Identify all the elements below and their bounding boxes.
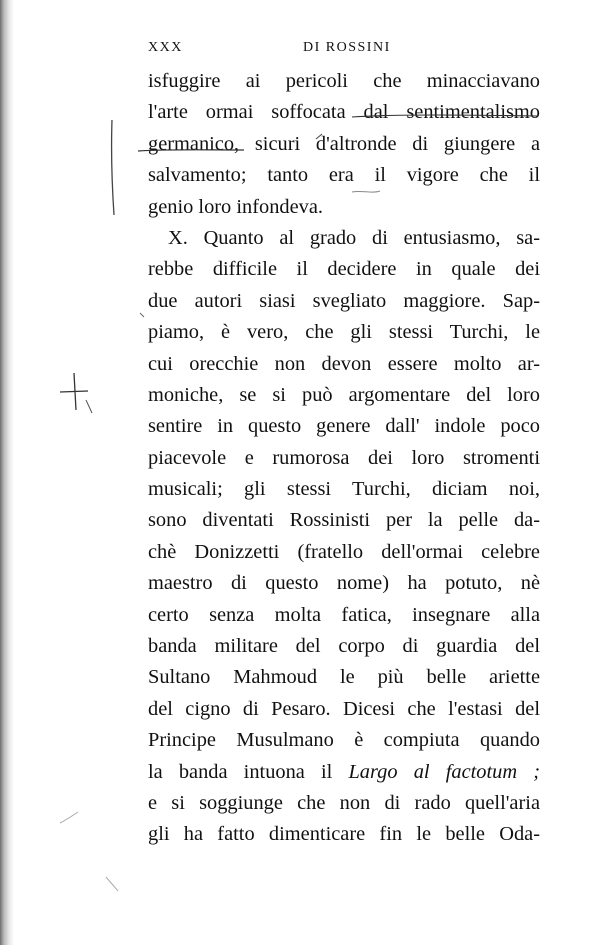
text-line: piacevole e rumorosa dei loro stromenti [148,446,540,469]
text-line: Sultano Mahmoud le più belle ariette [148,666,540,689]
text-line: sentire in questo genere dall' indole poco [148,415,540,438]
text-line: genio loro infondeva. [148,195,323,218]
text-line: l'arte ormai soffocata dal sentimentalismo [148,101,540,124]
margin-pencil-dash [86,400,92,413]
text-line: salvamento; tanto era il vigore che il [148,164,540,187]
paragraph-first-line: X. Quanto al grado di entusiasmo, sa- [168,226,540,249]
text-line: piamo, è vero, che gli stessi Turchi, le [148,321,540,344]
margin-pencil-line [112,120,114,215]
text-line: due autori siasi svegliato maggiore. Sap- [148,289,540,312]
faint-pencil-mark [60,812,78,823]
text-line: cui orecchie non devon essere molto ar- [148,352,540,375]
pencil-tick [140,313,144,317]
text-line: banda militare del corpo di guardia del [148,635,540,658]
text-line-with-italic [148,757,540,788]
text-line: maestro di questo nome) ha potuto, nè [148,572,540,595]
page-number: XXX [148,40,183,55]
text-line: isfuggire ai pericoli che minacciavano [148,70,540,92]
italic-title: Largo al factotum ; [348,760,541,783]
text-line: del cigno di Pesaro. Dicesi che l'estasi del [148,697,540,720]
text-line: germanico, sicuri d'altronde di giungere a [148,132,540,155]
text-line: chè Donizzetti (fratello dell'ormai celebre [148,540,540,563]
text-segment: la banda intuona il [148,760,349,783]
text-line: certo senza molta fatica, insegnare alla [148,603,540,626]
margin-cross-mark [60,373,88,410]
running-title: DI ROSSINI [303,40,391,55]
text-line: rebbe difficile il decidere in quale dei [148,258,540,281]
text-line: gli ha fatto dimenticare fin le belle Oda- [148,823,540,846]
text-line: sono diventati Rossinisti per la pelle da- [148,509,540,532]
text-line: musicali; gli stessi Turchi, diciam noi, [148,478,540,501]
body-text [148,66,540,851]
running-head [148,40,540,60]
text-line: moniche, se si può argomentare del loro [148,383,540,406]
page-binding-shadow [0,0,14,945]
faint-pencil-mark [106,877,118,891]
text-line: e si soggiunge che non di rado quell'aria [148,791,540,814]
text-line: Principe Musulmano è compiuta quando [148,729,540,752]
